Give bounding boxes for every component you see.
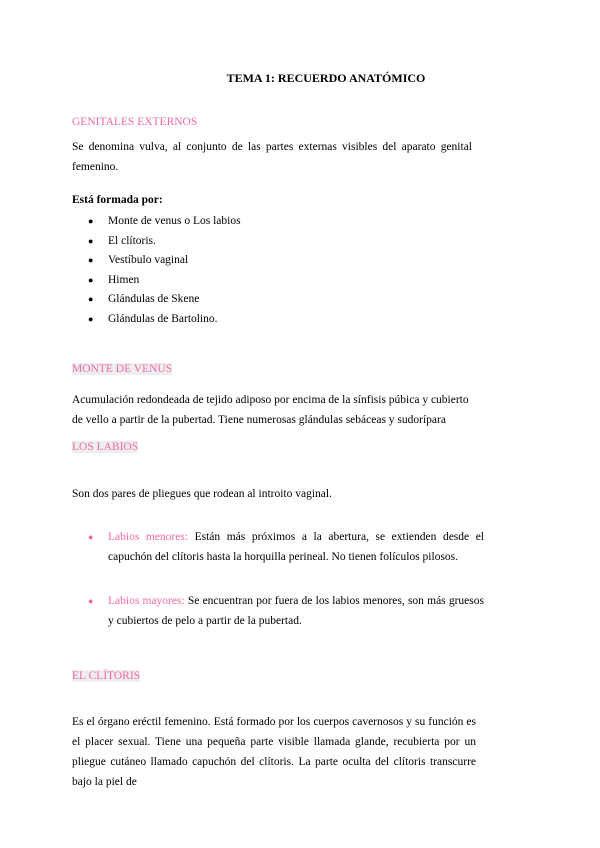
paragraph-labios: Son dos pares de pliegues que rodean al introito vaginal. <box>72 488 332 500</box>
heading-el-clitoris: EL CLÍTORIS <box>72 670 141 682</box>
labios-mayores-label: Labios mayores: <box>108 595 185 607</box>
formed-by-label: Está formada por: <box>72 194 163 206</box>
bullet-icon: ● <box>88 532 94 542</box>
heading-los-labios: LOS LABIOS <box>72 441 139 453</box>
paragraph-clitoris: Es el órgano eréctil femenino. Está formado por los cuerpos cavernosos y su función es el placer sexual. Tiene una pequeña parte visible llamada glande, recubierta por un pliegue cutáneo llamado capuchón del clítoris. La parte oculta del clítoris transcurre bajo la piel de <box>72 716 476 788</box>
list-item: ● Glándulas de Bartolino. <box>88 310 241 330</box>
bullet-icon: ● <box>88 294 94 304</box>
bullet-icon: ● <box>88 216 94 226</box>
bullet-icon: ● <box>88 255 94 265</box>
bullet-icon: ● <box>88 596 94 606</box>
list-item: ● Glándulas de Skene <box>88 290 241 310</box>
bullet-icon: ● <box>88 235 94 246</box>
paragraph-monte-de-venus: Acumulación redondeada de tejido adiposo por encima de la sínfisis púbica y cubierto de vello a partir de la pubertad. Tiene numerosas glándulas sebáceas y sudorípara <box>72 394 469 426</box>
labios-mayores-text: Se encuentran por fuera de los labios menores, son más gruesos y cubiertos de pelo a partir de la pubertad. <box>108 595 484 627</box>
heading-genitales-externos: GENITALES EXTERNOS <box>72 116 198 128</box>
item-labios-mayores <box>88 591 484 631</box>
page-title: TEMA 1: RECUERDO ANATÓMICO <box>226 71 426 85</box>
bullet-icon: ● <box>88 313 94 324</box>
list-item: ● Himen <box>88 271 241 291</box>
heading-monte-de-venus: MONTE DE VENUS <box>72 363 173 375</box>
bullet-icon: ● <box>88 274 94 285</box>
list-item: ● Vestíbulo vaginal <box>88 251 241 271</box>
item-labios-menores <box>88 527 484 567</box>
labios-menores-text: Están más próximos a la abertura, se extienden desde el capuchón del clítoris hasta la horquilla perineal. No tienen folículos pilosos. <box>108 531 485 563</box>
labios-menores-label: Labios menores: <box>108 531 189 543</box>
paragraph-vulva: Se denomina vulva, al conjunto de las partes externas visibles del aparato genital femenino. <box>72 141 472 173</box>
parts-list <box>88 212 241 329</box>
list-item: ● Monte de venus o Los labios <box>88 212 241 232</box>
list-item: ● El clítoris. <box>88 232 241 252</box>
